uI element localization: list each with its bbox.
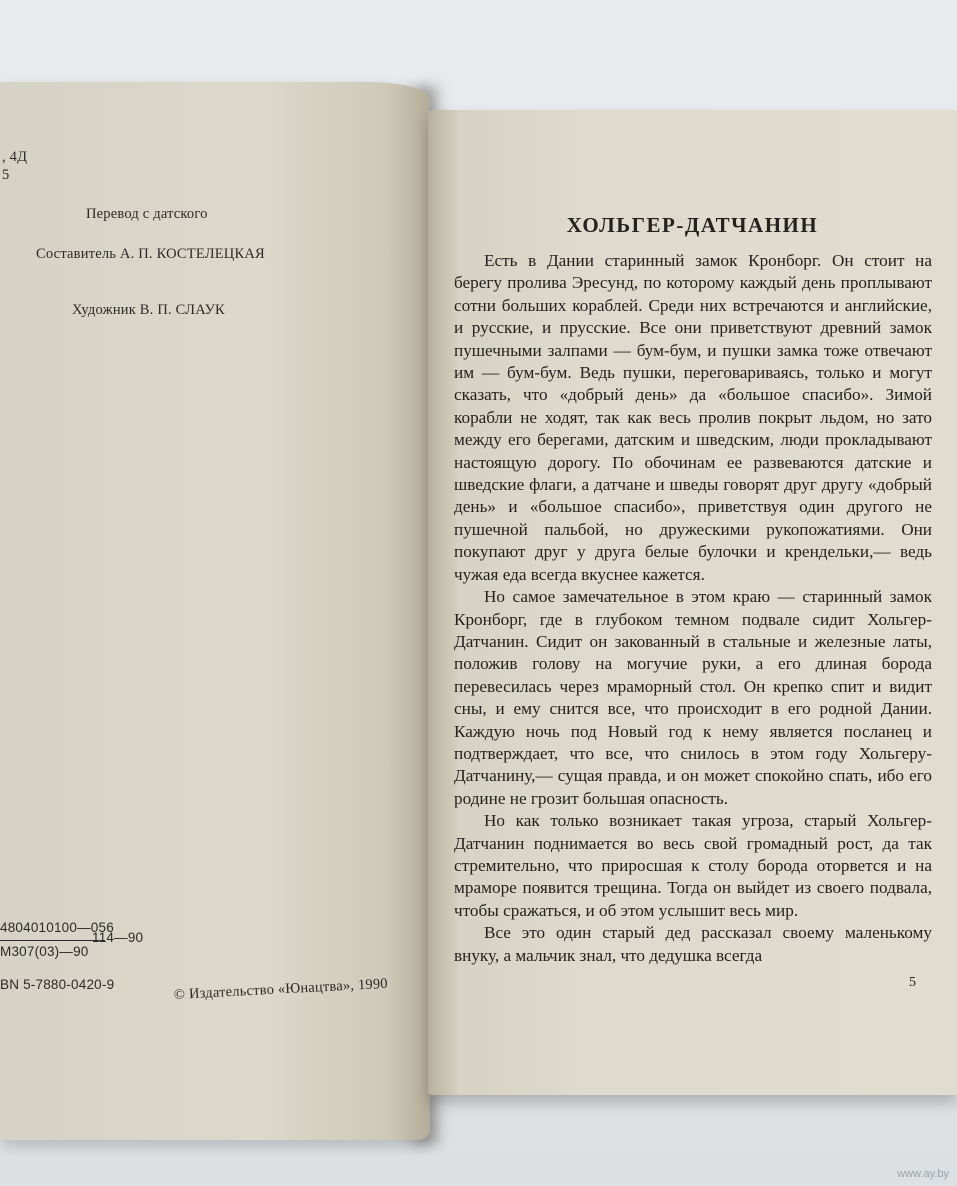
right-page <box>428 110 957 1095</box>
translation-note: Перевод с датского <box>86 206 208 222</box>
left-page <box>0 82 430 1140</box>
catalog-code-2: M307(03)—90 <box>0 944 89 959</box>
catalog-code-1: 4804010100—056 <box>0 920 114 935</box>
page-number: 5 <box>909 975 916 990</box>
story-title: ХОЛЬГЕР-ДАТЧАНИН <box>566 213 819 237</box>
catalog-code-3: 114—90 <box>92 930 144 945</box>
corner-code-1: , 4Д <box>2 149 28 165</box>
artist-credit: Художник В. П. СЛАУК <box>72 302 225 318</box>
copyright-line: © Издательство «Юнацтва», 1990 <box>173 975 389 1003</box>
compiler-credit: Составитель А. П. КОСТЕЛЕЦКАЯ <box>36 246 265 262</box>
story-text <box>454 250 932 967</box>
paragraph: Все это один старый дед рассказал своему маленькому внуку, а мальчик знал, что дедушка всегда <box>454 923 932 965</box>
watermark: www.ay.by <box>897 1168 949 1180</box>
paragraph: Но самое замечательное в этом краю — старинный замок Кронборг, где в глубоком темном подвале сидит Хольгер-Датчанин. Сидит он закованный в стальные и железные латы, положив голову на могучие руки, а его длиная борода перевесилась через мраморный стол. Он крепко спит и видит сны, и ему снится все, что происходит в его родной Дании. Каждую ночь под Новый год к нему является посланец и подтверждает, что все, что снилось в этом году Хольгеру-Датчанину,— сущая правда, и он может спокойно спать, ибо его родине не грозит большая опасность. <box>454 587 932 808</box>
corner-code-2: 5 <box>2 167 10 183</box>
catalog-rule <box>0 940 105 941</box>
paragraph: Есть в Дании старинный замок Кронборг. Он стоит на берегу пролива Эресунд, по которому каждый день проплывают сотни больших кораблей. Среди них встречаются и английские, и русские, и прусские. Все они приветствуют древний замок пушечными залпами — бум-бум, и пушки замка тоже отвечают им — бум-бум. Ведь пушки, переговариваясь, только и могут сказать, что «добрый день» да «большое спасибо». Зимой корабли не ходят, так как весь пролив покрыт льдом, но зато между его берегами, датским и шведским, люди прокладывают настоящую дорогу. По обочинам ее развеваются датские и шведские флаги, а датчане и шведы говорят друг другу «добрый день» и «большое спасибо», приветствуя один другого не пушечной пальбой, но дружескими рукопожатиями. Они покупают друг у друга белые булочки и крендельки,— ведь чужая еда всегда вкуснее кажется. <box>454 251 932 584</box>
isbn: BN 5-7880-0420-9 <box>0 977 115 992</box>
paragraph: Но как только возникает такая угроза, старый Хольгер-Датчанин поднимается во весь свой громадный рост, да так стремительно, что приросшая к столу борода оторвется и на мраморе появится трещина. Тогда он выйдет из своего подвала, чтобы сражаться, и об этом услышит весь мир. <box>454 811 932 920</box>
